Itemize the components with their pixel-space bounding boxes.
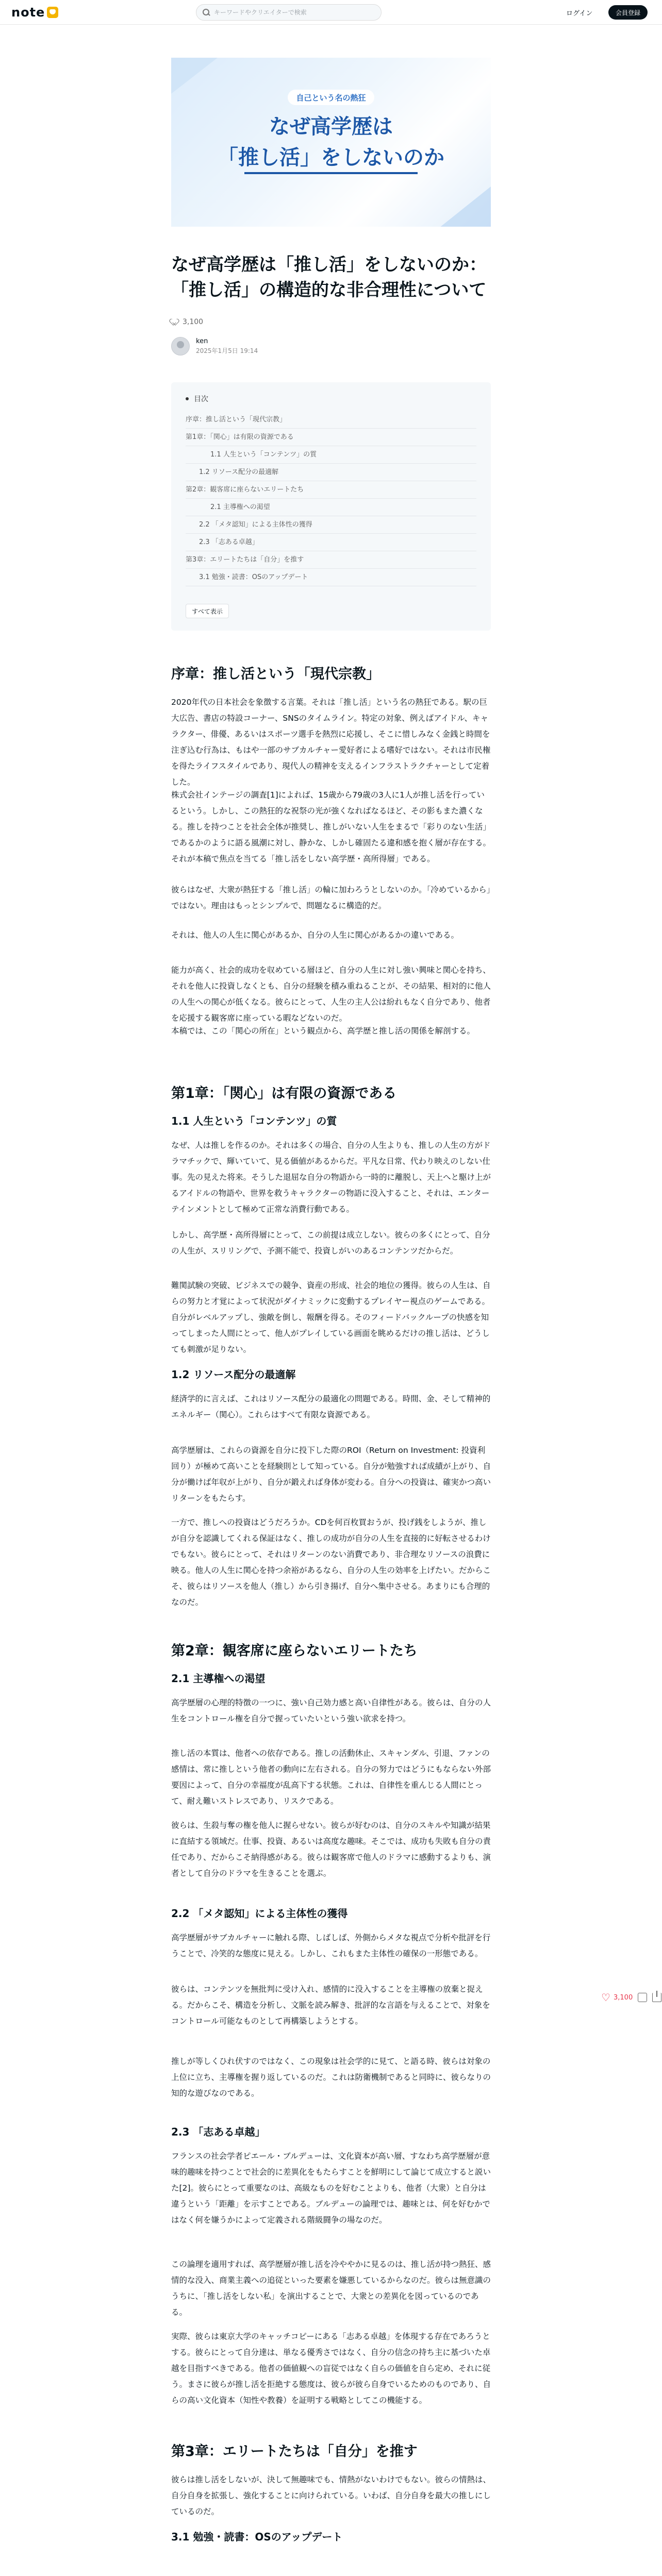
table-of-contents <box>171 382 491 631</box>
hero-decor-shape <box>413 187 491 227</box>
section-heading: 序章：推し活という「現代宗教」 <box>171 666 380 682</box>
share-icon[interactable] <box>652 1993 661 2002</box>
bookmark-icon[interactable] <box>638 1993 647 2002</box>
paragraph: フランスの社会学者ピエール・ブルデューは、文化資本が高い層、すなわち高学歴層が意味的趣味を持つことで社会的に差異化をもたらすことを鮮明にして論じて成立すると説いた[2]。彼らにとって重要なのは、高級なものを好むことよりも、他者（大衆）と自分は違うという「距離」を示すことである。ブルデューの論理では、趣味とは、何を好むかではなく何を嫌うかによって定義される階級闘争の場なのだ。 <box>171 2151 491 2225</box>
toc-item[interactable]: 第1章：「関心」は有限の資源である <box>186 429 476 446</box>
toc-item[interactable]: 1.2 リソース配分の最適解 <box>186 464 476 481</box>
logo-badge-icon <box>47 7 58 18</box>
hero-decor-shape <box>171 58 218 94</box>
login-button[interactable]: ログイン <box>560 5 599 20</box>
like-count-value: 3,100 <box>183 318 204 326</box>
section-heading: 第2章：観客席に座らないエリートたち <box>171 1643 418 1659</box>
heart-icon <box>171 319 178 325</box>
paragraph: 彼らは推し活をしないが、決して無趣味でも、情熱がないわけでもない。彼らの情熱は、自分自身を拡張し、強化することに向けられている。いわば、自分自身を最大の推しにしているのだ。 <box>171 2475 491 2516</box>
paragraph: 高学歴層の心理的特徴の一つに、強い自己効力感と高い自律性がある。彼らは、自分の人生をコントロール権を自分で握っていたいという強い欲求を持つ。 <box>171 1698 491 1723</box>
toc-item[interactable]: 2.1 主導権への渇望 <box>186 499 476 516</box>
hero-image <box>171 58 491 227</box>
top-navigation-bar <box>0 0 662 25</box>
subsection-heading: 3.1 勉強・読書：OSのアップデート <box>171 2531 343 2543</box>
subsection-heading: 1.1 人生という「コンテンツ」の質 <box>171 1115 337 1127</box>
heart-icon <box>601 1993 610 2002</box>
search-box[interactable] <box>196 4 382 21</box>
hero-underline <box>244 172 418 174</box>
toc-item[interactable]: 第3章：エリートたちは「自分」を推す <box>186 551 476 569</box>
hero-pill-label: 自己という名の熱狂 <box>288 90 374 105</box>
paragraph: しかし、高学歴・高所得層にとって、この前提は成立しない。彼らの多くにとって、自分の人生が、スリリングで、予測不能で、投資しがいのあるコンテンツだからだ。 <box>171 1230 490 1256</box>
paragraph: 本稿では、この「関心の所在」という観点から、高学歴と推し活の関係を解剖する。 <box>171 1026 475 1036</box>
paragraph: 難関試験の突破、ビジネスでの競争、資産の形成、社会的地位の獲得。彼らの人生は、自らの努力と才覚によって状況がダイナミックに変動するプレイヤー視点のゲームである。自分がレベルアップし、強敵を倒し、報酬を得る。そのフィードバックループの快感を知ってしまった人間にとって、他人がプレイしている画面を眺めるだけの推し活は、どうしても刺激が足りない。 <box>171 1281 491 1354</box>
signup-button[interactable]: 会員登録 <box>608 5 648 20</box>
subsection-heading: 2.3 「志ある卓越」 <box>171 2126 266 2138</box>
author-name[interactable]: ken <box>196 337 208 345</box>
subsection-heading: 1.2 リソース配分の最適解 <box>171 1368 296 1381</box>
paragraph: 彼らはなぜ、大衆が熱狂する「推し活」の輪に加わろうとしないのか。「冷めているから」ではない。理由はもっとシンプルで、問題なるに構造的だ。 <box>171 885 491 910</box>
toc-heading <box>186 394 476 404</box>
search-icon <box>203 9 210 16</box>
section-heading: 第1章：「関心」は有限の資源である <box>171 1086 397 1101</box>
paragraph: この論理を適用すれば、高学歴層が推し活を冷ややかに見るのは、推し活が持つ熱狂、感情的な没入、商業主義への追従といった要素を嫌悪しているからなのだ。彼らは無意識のうちに、「推し活をしない私」を演出することで、大衆との差異化を図っているのである。 <box>171 2260 491 2317</box>
paragraph: 高学歴層は、これらの資源を自分に投下した際のROI（Return on Investment: 投資利回り）が極めて高いことを経験則として知っている。自分が勉強すれば成績が上がり、自分が働けば年収が上がり、自分が鍛えれば身体が変わる。自分への投資は、確実かつ高いリターンをもたらす。 <box>171 1446 491 1503</box>
toc-show-all-button[interactable]: すべて表示 <box>186 604 229 618</box>
author-info[interactable] <box>171 337 258 355</box>
paragraph: 彼らは、生殺与奪の権を他人に握らせない。彼らが好むのは、自分のスキルや知識が結果に直結する領域だ。仕事、投資、あるいは高度な趣味。そこでは、成功も失敗も自分の責任であり、だからこそ納得感がある。彼らは観客席で他人のドラマに感動するよりも、演者として自分のドラマを生きることを選ぶ。 <box>171 1821 491 1878</box>
like-button[interactable] <box>601 1993 633 2002</box>
like-count[interactable] <box>171 316 203 328</box>
paragraph: 能力が高く、社会的成功を収めている層ほど、自分の人生に対し強い興味と関心を持ち、それを他人に投資しなくとも、自分の経験を積み重ねることが、その結果、相対的に他人の人生への関心が低くなる。彼らにとって、人生の主人公は紛れもなく自分であり、他者を応援する観客席に座っている暇などないのだ。 <box>171 965 491 1023</box>
hero-title-line2: 「推し活」をしないのか <box>218 146 444 170</box>
toc-item[interactable]: 1.1 人生という「コンテンツ」の質 <box>186 446 476 464</box>
toc-heading-label: 目次 <box>194 395 208 403</box>
paragraph: 実際、彼らは東京大学のキャッチコピーにある「志ある卓越」を体現する存在であろうとする。彼らにとって自分達は、単なる優秀さではなく、自分の信念の持ち主に基づいた卓越を目指すべきである。他者の価値観への盲従ではなく自らの価値を自ら定め、それに従う。まさに彼らが推し活を拒絶する態度は、彼らが彼ら自身でいるためのものであり、自らの高い文化資本（知性や教養）を証明する戦略としてこの機能する。 <box>171 2332 491 2405</box>
logo-text: note <box>11 5 45 20</box>
paragraph: 高学歴層がサブカルチャーに触れる際、しばしば、外側からメタな視点で分析や批評を行うことで、冷笑的な態度に見える。しかし、これもまた主体性の確保の一形態である。 <box>171 1933 491 1958</box>
paragraph: それは、他人の人生に関心があるか、自分の人生に関心があるかの違いである。 <box>171 930 459 940</box>
publish-date: 2025年1月5日 19:14 <box>196 347 258 354</box>
article-title: なぜ高学歴は「推し活」をしないのか：「推し活」の構造的な非合理性について <box>171 255 487 301</box>
paragraph: なぜ、人は推しを作るのか。それは多くの場合、自分の人生よりも、推しの人生の方がドラマチックで、輝いていて、見る価値があるからだ。平凡な日常、代わり映えのしない仕事。先の見えた将来。そうした退屈な自分の物語から一時的に離脱し、天上へと駆け上がるアイドルの物語や、世界を救うキャラクターの物語に没入すること、それは、エンターテインメントとして極めて正常な消費行動である。 <box>171 1141 491 1214</box>
toc-item[interactable]: 序章：推し活という「現代宗教」 <box>186 411 476 429</box>
note-logo[interactable] <box>11 5 58 20</box>
toc-item[interactable]: 3.1 勉強・読書：OSのアップデート <box>186 569 476 586</box>
search-input[interactable] <box>214 9 379 16</box>
paragraph: 株式会社インテージの調査[1]によれば、15歳から79歳の3人に1人が推し活を行っているという。しかし、この熱狂的な祝祭の光が強くなればなるほど、その影もまた濃くなる。推しを持つことを社会全体が推奨し、推しがいない人生をまるで「彩りのない生活」であるかのように語る風潮に対し、静かな、しかし確固たる違和感を抱く層が存在する。それが本稿で焦点を当てる「推し活をしない高学歴・高所得層」である。 <box>171 790 491 863</box>
paragraph: 経済学的に言えば、これはリソース配分の最適化の問題である。時間、金、そして精神的エネルギー（関心）。これらはすべて有限な資源である。 <box>171 1394 491 1419</box>
section-heading: 第3章：エリートたちは「自分」を推す <box>171 2444 418 2460</box>
toc-bullet-icon <box>186 397 189 400</box>
toc-item[interactable]: 2.3 「志ある卓越」 <box>186 534 476 551</box>
toc-item[interactable]: 2.2 「メタ認知」による主体性の獲得 <box>186 516 476 534</box>
side-like-count: 3,100 <box>614 1993 633 2002</box>
hero-title-line1: なぜ高学歴は <box>269 115 393 139</box>
toc-item[interactable]: 第2章：観客席に座らないエリートたち <box>186 481 476 499</box>
paragraph: 一方で、推しへの投資はどうだろうか。CDを何百枚買おうが、投げ銭をしようが、推しが自分を認識してくれる保証はなく、推しの成功が自分の人生を直接的に好転させるわけでもない。彼らにとって、それはリターンのない消費であり、非合理なリソースの浪費に映る。他人の人生に関心を持つ余裕があるなら、自分の人生の効率を上げたい。だからこそ、彼らはリソースを他人（推し）から引き揚げ、自分へ集中させる。あまりにも合理的なのだ。 <box>171 1518 491 1607</box>
subsection-heading: 2.1 主導権への渇望 <box>171 1672 266 1685</box>
floating-action-bar <box>601 1993 661 2002</box>
paragraph: 推し活の本質は、他者への依存である。推しの活動休止、スキャンダル、引退、ファンの感情は、常に推しという他者の動向に左右される。自分の努力ではどうにもならない外部要因によって、自分の幸福度が乱高下する状態。これは、自律性を重んじる人間にとって、耐え難いストレスであり、リスクである。 <box>171 1749 491 1806</box>
avatar[interactable] <box>171 337 190 355</box>
subsection-heading: 2.2 「メタ認知」による主体性の獲得 <box>171 1907 348 1920</box>
paragraph: 推しが等しくひれ伏すのではなく、この現象は社会学的に見て、と語る時、彼らは対象の上位に立ち、主導権を握り返しているのだ。これは防衛機制であると同時に、彼らなりの知的な遊びなのである。 <box>171 2057 491 2098</box>
paragraph: 2020年代の日本社会を象徴する言葉。それは「推し活」という名の熱狂である。駅の巨大広告、書店の特設コーナー、SNSのタイムライン。特定の対象、例えばアイドル、キャラクター、俳優、あるいはスポーツ選手を熱烈に応援し、そこに惜しみなく金銭と時間を注ぎ込む行為は、もはや一部のサブカルチャー愛好者による嗜好ではない。それは市民権を得たライフスタイルであり、現代人の精神を支えるインフラストラクチャーとして定着した。 <box>171 698 491 787</box>
paragraph: 彼らは、コンテンツを無批判に受け入れ、感情的に没入することを主導権の放棄と捉える。だからこそ、構造を分析し、文脈を読み解き、批評的な言語を与えることで、対象をコントロール可能なものとして再構築しようとする。 <box>171 1985 490 2026</box>
